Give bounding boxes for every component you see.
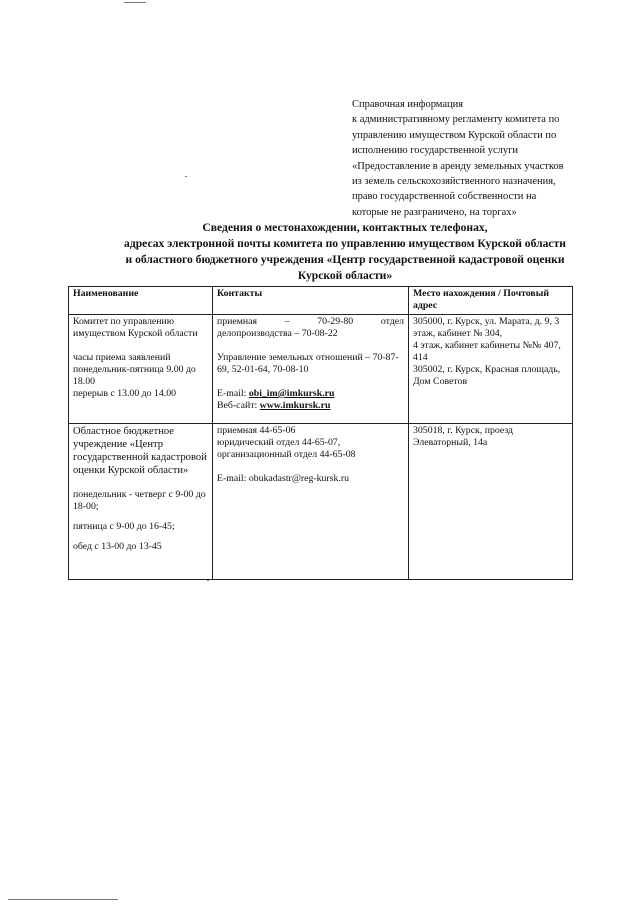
hours-title: часы приема заявлений	[73, 352, 171, 363]
friday-hours: пятница с 9-00 до 16-45;	[73, 521, 175, 532]
contacts-table	[68, 286, 573, 580]
heading-line: адресах электронной почты комитета по управлению имуществом Курской области	[124, 237, 566, 250]
table-row	[69, 424, 573, 580]
scan-speck	[8, 899, 118, 900]
land-dept-phones: Управление земельных отношений – 70-87-69, 52-01-64, 70-08-10	[217, 352, 399, 375]
reference-note	[352, 97, 592, 220]
reception-phone: приемная 44-65-06	[217, 425, 296, 436]
scan-speck	[124, 2, 146, 3]
reference-line: исполнению государственной услуги	[352, 145, 519, 157]
email-link[interactable]: obi_im@imkursk.ru	[248, 388, 335, 399]
header-address: Место нахождения / Почтовый адрес	[409, 287, 573, 315]
working-hours: понедельник - четверг с 9-00 до 18-00;	[73, 489, 206, 512]
website-label: Веб-сайт:	[217, 400, 258, 411]
committee-address-cell	[409, 315, 573, 424]
reference-line: к административному регламенту комитета по	[352, 114, 560, 126]
reception-phone: 70-29-80	[317, 316, 354, 327]
heading-line: Сведения о местонахождении, контактных телефонах,	[202, 221, 488, 234]
reception-dept: отдел	[380, 316, 404, 327]
website-line	[217, 400, 404, 412]
website-link[interactable]: www.imkursk.ru	[259, 400, 331, 411]
header-name: Наименование	[69, 287, 213, 315]
legal-dept-phone: юридический отдел 44-65-07,	[217, 437, 341, 448]
working-hours: понедельник-пятница 9.00 до 18.00	[73, 364, 196, 387]
heading-line: и областного бюджетного учреждения «Центр государственной кадастровой оценки	[125, 253, 565, 266]
reference-line: Справочная информация	[352, 99, 464, 110]
email-label: E-mail:	[217, 388, 247, 399]
header-contacts: Контакты	[213, 287, 409, 315]
reception-dash: –	[284, 316, 290, 327]
reception-line	[217, 316, 404, 328]
cadastre-name-cell	[69, 424, 213, 580]
email-line[interactable]: E-mail: obukadastr@reg-kursk.ru	[217, 473, 349, 484]
document-heading	[100, 220, 590, 284]
lunch-time: обед с 13-00 до 13-45	[73, 541, 162, 552]
email-line	[217, 388, 404, 400]
reference-line: «Предоставление в аренду земельных участков	[352, 160, 564, 172]
reception-label: приемная	[217, 316, 258, 327]
scan-speck	[207, 580, 209, 581]
reference-line: из земель сельскохозяйственного назначения,	[352, 176, 556, 188]
committee-name-cell	[69, 315, 213, 424]
committee-contacts-cell	[213, 315, 409, 424]
committee-name: Комитет по управлению имуществом Курской области	[73, 316, 198, 339]
address-line: 305002, г. Курск, Красная площадь, Дом Советов	[413, 364, 561, 387]
address-line: 4 этаж, кабинет кабинеты №№ 407, 414	[413, 340, 561, 363]
reference-line: право государственной собственности на	[352, 191, 537, 203]
break-time: перерыв с 13.00 до 14.00	[73, 388, 177, 399]
cadastre-contacts-cell	[213, 424, 409, 580]
org-dept-phone: организационный отдел 44-65-08	[217, 449, 356, 460]
cadastre-address-cell	[409, 424, 573, 580]
office-phone: делопроизводства – 70-08-22	[217, 328, 338, 339]
reference-line: которые не разграничено, на торгах»	[352, 206, 517, 218]
scan-speck	[185, 176, 187, 177]
address-line: 305000, г. Курск, ул. Марата, д. 9, 3 этаж, кабинет № 304,	[413, 316, 560, 339]
address-line: 305018, г. Курск, проезд Элеваторный, 14а	[413, 425, 514, 448]
table-header-row	[69, 287, 573, 315]
heading-line: Курской области»	[297, 269, 393, 282]
table-row	[69, 315, 573, 424]
reference-line: управлению имуществом Курской области по	[352, 129, 557, 141]
cadastre-name: Областное бюджетное учреждение «Центр государственной кадастровой оценки Курской области»	[73, 426, 207, 476]
